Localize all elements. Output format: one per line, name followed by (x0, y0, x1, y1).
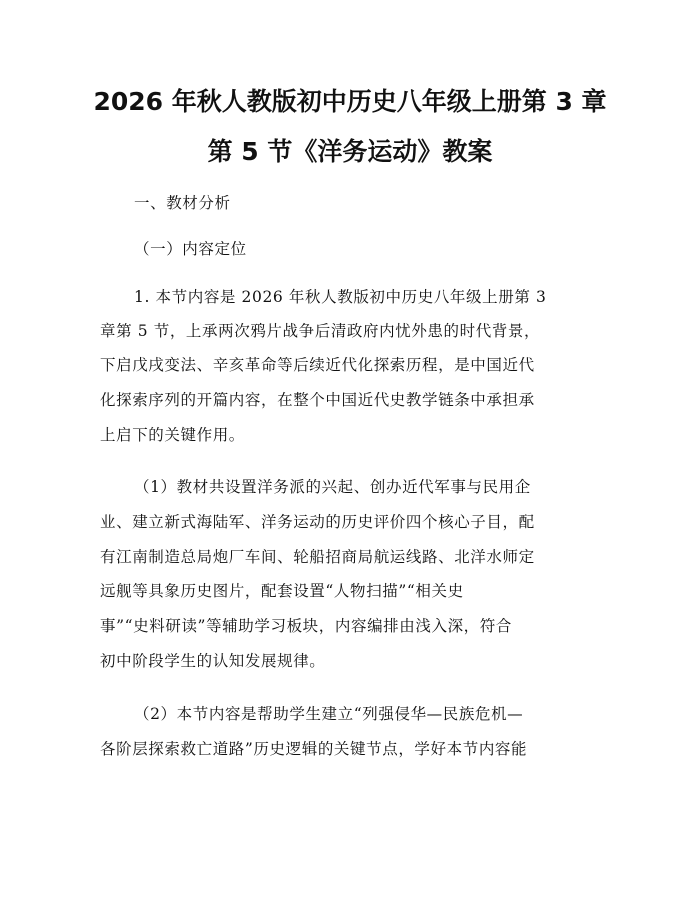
paragraph-2-line: 远舰等具象历史图片，配套设置“人物扫描”“相关史 (100, 582, 464, 600)
paragraph-2-line: 事”“史料研读”等辅助学习板块，内容编排由浅入深，符合 (100, 617, 512, 635)
paragraph-1-line: 章第 5 节，上承两次鸦片战争后清政府内忧外患的时代背景， (100, 322, 541, 340)
section-heading: 一、教材分析 (134, 194, 231, 212)
paragraph-3-line: （2）本节内容是帮助学生建立“列强侵华—民族危机— (134, 705, 524, 723)
paragraph-2-line: 业、建立新式海陆军、洋务运动的历史评价四个核心子目，配 (100, 513, 535, 531)
paragraph-1-line: 上启下的关键作用。 (100, 426, 245, 444)
subsection-heading: （一）内容定位 (134, 240, 247, 258)
document-title-line-1: 2026 年秋人教版初中历史八年级上册第 3 章 (93, 87, 607, 116)
paragraph-2-line: 有江南制造总局炮厂车间、轮船招商局航运线路、北洋水师定 (100, 548, 535, 566)
paragraph-1-line: 下启戊戌变法、辛亥革命等后续近代化探索历程，是中国近代 (100, 356, 535, 374)
paragraph-1-line: 化探索序列的开篇内容，在整个中国近代史教学链条中承担承 (100, 391, 535, 409)
paragraph-2-line: 初中阶段学生的认知发展规律。 (100, 652, 326, 670)
paragraph-2-line: （1）教材共设置洋务派的兴起、创办近代军事与民用企 (134, 478, 531, 496)
paragraph-1-line: 1. 本节内容是 2026 年秋人教版初中历史八年级上册第 3 (134, 288, 547, 306)
document-title-line-2: 第 5 节《洋务运动》教案 (207, 137, 493, 166)
paragraph-3-line: 各阶层探索救亡道路”历史逻辑的关键节点，学好本节内容能 (100, 740, 528, 758)
